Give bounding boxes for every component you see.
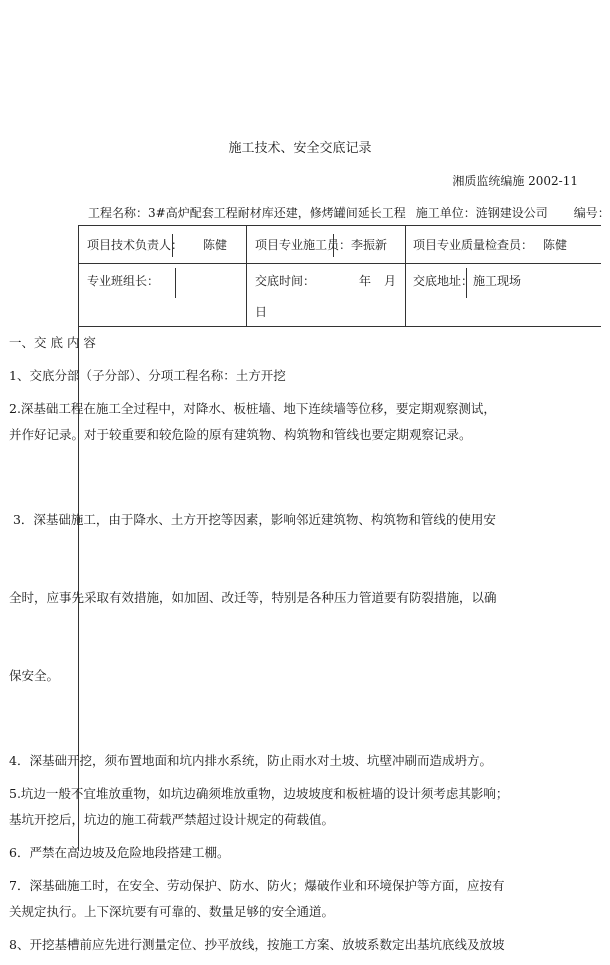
- column-divider: [246, 226, 247, 326]
- content-item-8: [9, 932, 521, 958]
- tech-leader-label: 项目技术负责人：: [87, 238, 184, 252]
- content-heading: 一、交 底 内 容: [9, 335, 96, 350]
- project-name-value: 3#高炉配套工程耐材库还建，修烤罐间延长工程: [148, 206, 406, 220]
- form-code: 湘质监统编施 2002-11: [452, 174, 578, 188]
- content-item-2: [9, 396, 521, 448]
- content-line: 8、开挖基槽前应先进行测量定位、抄平放线，按施工方案、放坡系数定出基坑底线及放坡: [9, 937, 505, 952]
- content-line: 关规定执行。上下深坑要有可靠的、数量足够的安全通道。: [9, 904, 335, 919]
- page-title: 施工技术、安全交底记录: [228, 141, 372, 156]
- content-item-6: [9, 840, 521, 866]
- content-line: 4．深基础开挖，须布置地面和坑内排水系统，防止雨水对土坡、坑壁冲刷而造成坍方。: [9, 753, 492, 768]
- constructor-label: 项目专业施工员：: [255, 238, 352, 252]
- team-leader-label: 专业班组长：: [87, 274, 160, 288]
- content-item-1: [9, 363, 521, 389]
- content-line: 1、交底分部（子分部）、分项工程名称：土方开挖: [9, 368, 286, 383]
- column-divider: [405, 226, 406, 326]
- handover-month: 月: [384, 274, 397, 288]
- content-item-5: [9, 781, 521, 833]
- content-line: 基坑开挖后，坑边的施工荷载严禁超过设计规定的荷载值。: [9, 812, 335, 827]
- tech-leader-value: 陈健: [203, 238, 228, 252]
- content-line: 6．严禁在高边坡及危险地段搭建工棚。: [9, 845, 230, 860]
- content-line: 并作好记录。对于较重要和较危险的原有建筑物、构筑物和管线也要定期观察记录。: [9, 427, 472, 442]
- project-name-label: 工程名称：: [88, 206, 149, 220]
- quality-inspector-value: 陈健: [543, 238, 568, 252]
- content-line: 2.深基础工程在施工全过程中，对降水、板桩墙、地下连续墙等位移，要定期观察测试，: [9, 401, 496, 416]
- field-divider: [175, 268, 176, 298]
- handover-place-label: 交底地址：: [413, 274, 474, 288]
- project-info-line: [88, 204, 610, 221]
- content-line: 全时，应事先采取有效措施，如加固、改迁等，特别是各种压力管道要有防裂措施，以确: [9, 590, 497, 605]
- handover-year: 年: [359, 274, 372, 288]
- row-divider: [79, 326, 601, 327]
- content-line: 3．深基础施工，由于降水、土方开挖等因素，影响邻近建筑物、构筑物和管线的使用安: [9, 512, 496, 527]
- content-item-4: [9, 748, 521, 774]
- number-label: 编号：: [573, 206, 610, 220]
- content-item-7: [9, 873, 521, 925]
- handover-day: 日: [255, 305, 268, 319]
- handover-content: [9, 330, 521, 965]
- content-item-3: [9, 455, 521, 741]
- content-line: 保安全。: [9, 668, 60, 683]
- handover-time-label: 交底时间：: [255, 274, 316, 288]
- content-line: 7．深基础施工时，在安全、劳动保护、防水、防火；爆破作业和环境保护等方面，应按有: [9, 878, 505, 893]
- row-divider: [79, 263, 601, 264]
- handover-place-value: 施工现场: [473, 274, 522, 288]
- construction-unit-value: 涟钢建设公司: [475, 206, 548, 220]
- construction-unit-label: 施工单位：: [415, 206, 476, 220]
- constructor-value: 李振新: [351, 238, 388, 252]
- content-line: 5.坑边一般不宜堆放重物，如坑边确须堆放重物，边坡坡度和板桩墙的设计须考虑其影响；: [9, 786, 509, 801]
- quality-inspector-label: 项目专业质量检查员：: [413, 238, 534, 252]
